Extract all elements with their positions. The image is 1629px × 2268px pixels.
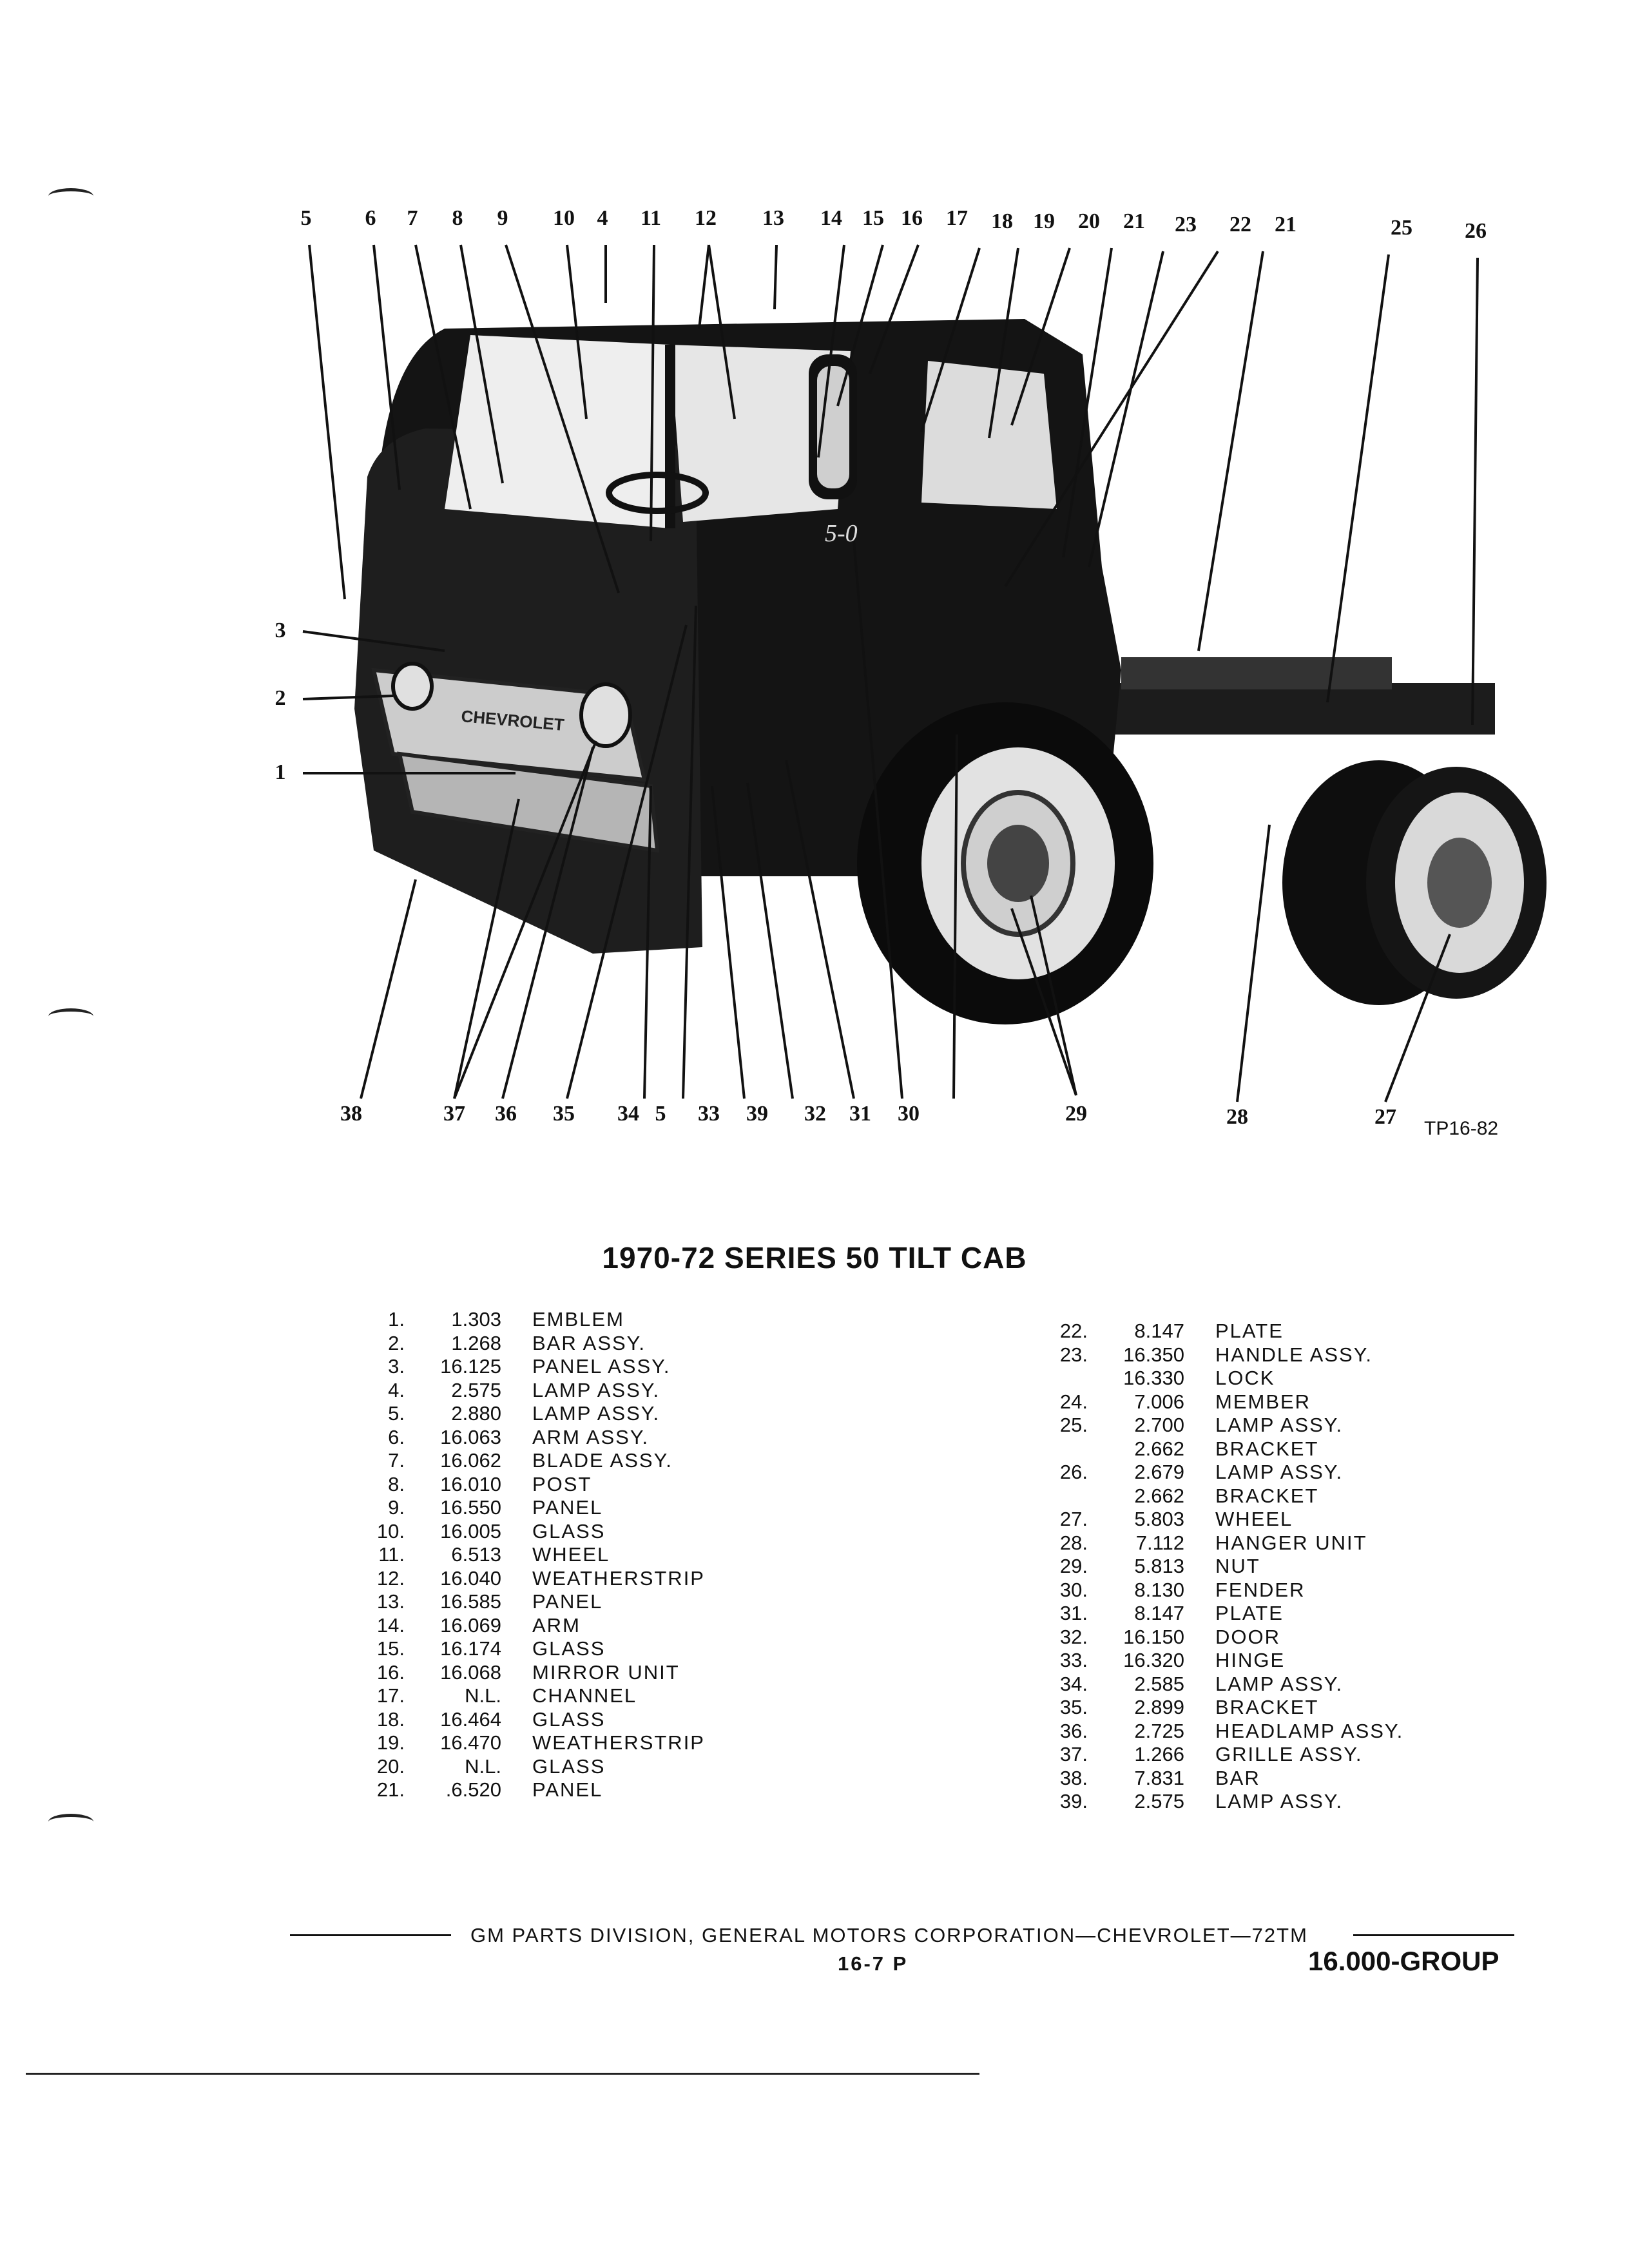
- part-name: BAR ASSY.: [532, 1331, 646, 1354]
- callout-label: 23: [1175, 213, 1197, 236]
- callout-label: 14: [820, 206, 842, 230]
- part-group-code: 16.150: [1123, 1625, 1184, 1648]
- parts-list-row: [1031, 1790, 1403, 1814]
- part-name: HANGER UNIT: [1215, 1531, 1367, 1554]
- part-group-code: 16.068: [440, 1660, 501, 1684]
- callout-label: 7: [407, 206, 418, 230]
- parts-list-row: [348, 1426, 705, 1450]
- parts-list-row: [348, 1637, 705, 1661]
- item-number: [1031, 1485, 1088, 1508]
- item-number: 37.: [1059, 1743, 1088, 1765]
- callout-label: 2: [275, 686, 286, 710]
- item-number: 11.: [378, 1543, 405, 1566]
- figure-code: TP16-82: [1424, 1118, 1499, 1139]
- part-name: CHANNEL: [532, 1684, 637, 1707]
- part-name: EMBLEM: [532, 1308, 624, 1331]
- callout-label: 13: [762, 206, 784, 230]
- part-name: HANDLE ASSY.: [1215, 1343, 1373, 1366]
- part-group-code: 2.880: [451, 1402, 501, 1425]
- parts-list-row: [348, 1308, 705, 1332]
- item-number: 35.: [1059, 1696, 1088, 1718]
- parts-list-row: [1031, 1579, 1403, 1602]
- item-number: 4.: [388, 1378, 405, 1401]
- part-name: BRACKET: [1215, 1696, 1319, 1718]
- part-group-code: 16.125: [440, 1355, 501, 1378]
- part-name: LAMP ASSY.: [1215, 1414, 1344, 1436]
- part-name: PANEL: [532, 1778, 603, 1801]
- callout-label: 6: [365, 206, 376, 230]
- parts-list-row: [348, 1755, 705, 1779]
- callout-label: 4: [597, 206, 608, 230]
- callout-label: 3: [275, 619, 286, 642]
- parts-list-row: [348, 1520, 705, 1544]
- callout-label: 9: [497, 206, 508, 230]
- parts-list-row: [1031, 1767, 1403, 1791]
- part-group-code: 2.899: [1134, 1696, 1184, 1718]
- item-number: 31.: [1059, 1602, 1088, 1624]
- callout-label: 15: [862, 206, 884, 230]
- callout-label: 21: [1275, 213, 1296, 236]
- truck-drawing: [284, 206, 1547, 1160]
- page-number: 16-7 P: [838, 1952, 909, 1975]
- parts-list-row: [348, 1543, 705, 1567]
- callout-label: 5: [300, 206, 312, 230]
- callout-label: 28: [1226, 1105, 1248, 1129]
- parts-list-row: [1031, 1461, 1403, 1485]
- callout-label: 26: [1465, 219, 1487, 243]
- item-number: 20.: [376, 1754, 405, 1778]
- parts-list-left: [348, 1308, 705, 1802]
- callout-label: 10: [553, 206, 575, 230]
- parts-list-row: [1031, 1602, 1403, 1626]
- callout-label: 17: [946, 206, 968, 230]
- parts-list-row: [1031, 1649, 1403, 1673]
- callout-label: 39: [746, 1102, 768, 1126]
- parts-list-row: [1031, 1414, 1403, 1437]
- part-group-code: 16.040: [440, 1566, 501, 1590]
- item-number: 12.: [376, 1566, 405, 1590]
- parts-list-row: [1031, 1367, 1403, 1390]
- parts-list-row: [1031, 1485, 1403, 1508]
- part-group-code: 7.112: [1135, 1531, 1184, 1554]
- callout-label: 18: [991, 209, 1013, 233]
- part-name: GLASS: [532, 1754, 606, 1778]
- item-number: 13.: [376, 1590, 405, 1613]
- part-name: NUT: [1215, 1555, 1260, 1577]
- item-number: 30.: [1059, 1578, 1088, 1601]
- callout-label: 37: [443, 1102, 465, 1126]
- part-group-code: 8.147: [1134, 1320, 1184, 1342]
- part-group-code: 6.513: [451, 1543, 501, 1566]
- part-group-code: 8.147: [1134, 1602, 1184, 1624]
- parts-list-row: [1031, 1626, 1403, 1649]
- item-number: 10.: [376, 1519, 405, 1542]
- item-number: 7.: [388, 1449, 405, 1472]
- item-number: 3.: [388, 1355, 405, 1378]
- item-number: 24.: [1059, 1390, 1088, 1413]
- part-group-code: 16.062: [440, 1449, 501, 1472]
- parts-list-row: [348, 1567, 705, 1591]
- parts-list-right: [1031, 1320, 1403, 1814]
- item-number: 17.: [376, 1684, 405, 1707]
- part-name: PANEL: [532, 1496, 603, 1519]
- part-name: GLASS: [532, 1707, 606, 1731]
- item-number: 16.: [376, 1660, 405, 1684]
- parts-list-row: [348, 1496, 705, 1520]
- punch-mark: [48, 1008, 93, 1024]
- callout-label: 30: [898, 1102, 920, 1126]
- grille-emblem-text: CHEVROLET: [460, 706, 565, 735]
- part-group-code: 1.303: [451, 1308, 501, 1331]
- part-name: WEATHERSTRIP: [532, 1566, 705, 1590]
- item-number: 32.: [1059, 1625, 1088, 1648]
- part-name: PANEL ASSY.: [532, 1355, 671, 1378]
- item-number: 5.: [388, 1402, 405, 1425]
- callout-label: 21: [1123, 209, 1145, 233]
- part-name: PLATE: [1215, 1320, 1284, 1342]
- item-number: 33.: [1059, 1649, 1088, 1671]
- item-number: [1031, 1367, 1088, 1390]
- item-number: 26.: [1059, 1461, 1088, 1483]
- part-name: WHEEL: [532, 1543, 610, 1566]
- parts-list-row: [348, 1473, 705, 1497]
- part-name: BAR: [1215, 1766, 1260, 1789]
- parts-list-row: [1031, 1673, 1403, 1696]
- parts-list-row: [348, 1402, 705, 1426]
- part-name: LOCK: [1215, 1367, 1275, 1389]
- part-group-code: 16.320: [1123, 1649, 1184, 1671]
- part-name: WEATHERSTRIP: [532, 1731, 705, 1754]
- part-group-code: .6.520: [445, 1778, 501, 1801]
- part-name: GRILLE ASSY.: [1215, 1743, 1363, 1765]
- punch-mark: [48, 188, 93, 204]
- callout-label: 34: [617, 1102, 639, 1126]
- item-number: 15.: [376, 1637, 405, 1660]
- part-group-code: 2.662: [1134, 1484, 1184, 1507]
- part-group-code: 16.350: [1123, 1343, 1184, 1366]
- item-number: 14.: [376, 1613, 405, 1637]
- parts-list-row: [1031, 1343, 1403, 1367]
- callout-label: 8: [452, 206, 463, 230]
- item-number: 1.: [388, 1308, 405, 1331]
- parts-list-row: [348, 1778, 705, 1802]
- footer-publisher: GM PARTS DIVISION, GENERAL MOTORS CORPORATION—CHEVROLET—72TM: [470, 1924, 1308, 1946]
- parts-list-row: [1031, 1696, 1403, 1720]
- parts-list-row: [348, 1379, 705, 1403]
- page-bottom-rule: [26, 2073, 979, 2075]
- item-number: 2.: [388, 1331, 405, 1354]
- item-number: 9.: [388, 1496, 405, 1519]
- part-group-code: 16.005: [440, 1519, 501, 1542]
- part-group-code: 5.813: [1134, 1555, 1184, 1577]
- page-title: 1970-72 SERIES 50 TILT CAB: [602, 1241, 1027, 1274]
- item-number: 39.: [1059, 1790, 1088, 1812]
- truck-illustration: [275, 206, 1547, 1160]
- part-group-code: 16.550: [440, 1496, 501, 1519]
- part-group-code: N.L.: [465, 1684, 501, 1707]
- part-name: FENDER: [1215, 1578, 1306, 1601]
- part-name: BLADE ASSY.: [532, 1449, 673, 1472]
- part-name: LAMP ASSY.: [532, 1402, 660, 1425]
- item-number: 25.: [1059, 1414, 1088, 1436]
- part-group-code: 16.464: [440, 1707, 501, 1731]
- parts-list-row: [1031, 1437, 1403, 1461]
- item-number: 34.: [1059, 1672, 1088, 1695]
- parts-list-row: [1031, 1390, 1403, 1414]
- series-badge-text: 5-0: [825, 520, 858, 547]
- part-name: BRACKET: [1215, 1437, 1319, 1460]
- callout-label: 19: [1033, 209, 1055, 233]
- parts-list-row: [1031, 1743, 1403, 1767]
- parts-list-row: [348, 1731, 705, 1755]
- part-name: GLASS: [532, 1637, 606, 1660]
- parts-list-row: [348, 1590, 705, 1614]
- parts-list-row: [1031, 1532, 1403, 1555]
- part-group-code: 16.585: [440, 1590, 501, 1613]
- part-name: MIRROR UNIT: [532, 1660, 680, 1684]
- footer-rule: [1353, 1934, 1514, 1936]
- callout-label: 12: [695, 206, 717, 230]
- punch-mark: [48, 1814, 93, 1830]
- callout-label: 32: [804, 1102, 826, 1126]
- callout-label: 33: [698, 1102, 720, 1126]
- part-name: WHEEL: [1215, 1508, 1293, 1530]
- item-number: [1031, 1437, 1088, 1461]
- callout-label: 16: [901, 206, 923, 230]
- part-group-code: 16.069: [440, 1613, 501, 1637]
- item-number: 18.: [376, 1707, 405, 1731]
- parts-list-row: [348, 1355, 705, 1379]
- callout-label: 22: [1229, 213, 1251, 236]
- item-number: 22.: [1059, 1320, 1088, 1342]
- part-name: PANEL: [532, 1590, 603, 1613]
- callout-label: 11: [640, 206, 662, 230]
- item-number: 28.: [1059, 1531, 1088, 1554]
- item-number: 36.: [1059, 1719, 1088, 1742]
- part-group-code: 2.700: [1134, 1414, 1184, 1436]
- item-number: 27.: [1059, 1508, 1088, 1530]
- part-name: ARM: [532, 1613, 581, 1637]
- part-group-code: 2.585: [1134, 1672, 1184, 1695]
- part-name: PLATE: [1215, 1602, 1284, 1624]
- part-name: LAMP ASSY.: [1215, 1461, 1344, 1483]
- part-group-code: 16.063: [440, 1425, 501, 1448]
- part-name: DOOR: [1215, 1625, 1280, 1648]
- item-number: 19.: [376, 1731, 405, 1754]
- part-group-code: 16.330: [1123, 1367, 1184, 1389]
- part-group-code: 16.470: [440, 1731, 501, 1754]
- part-group-code: 2.662: [1134, 1437, 1184, 1460]
- part-name: HINGE: [1215, 1649, 1286, 1671]
- part-name: BRACKET: [1215, 1484, 1319, 1507]
- item-number: 38.: [1059, 1766, 1088, 1789]
- part-name: GLASS: [532, 1519, 606, 1542]
- callout-label: 31: [849, 1102, 871, 1126]
- parts-list-row: [348, 1708, 705, 1732]
- callout-label: 5: [655, 1102, 666, 1126]
- callout-label: 20: [1078, 209, 1100, 233]
- callout-label: 35: [553, 1102, 575, 1126]
- item-number: 29.: [1059, 1555, 1088, 1577]
- parts-list-row: [1031, 1508, 1403, 1532]
- item-number: 23.: [1059, 1343, 1088, 1366]
- part-group-code: N.L.: [465, 1754, 501, 1778]
- callout-label: 29: [1065, 1102, 1087, 1126]
- part-name: ARM ASSY.: [532, 1425, 650, 1448]
- part-name: LAMP ASSY.: [532, 1378, 660, 1401]
- part-name: LAMP ASSY.: [1215, 1672, 1344, 1695]
- parts-list-row: [1031, 1320, 1403, 1343]
- callout-label: 27: [1374, 1105, 1396, 1129]
- part-group-code: 16.010: [440, 1472, 501, 1495]
- item-number: 21.: [376, 1778, 405, 1801]
- callout-label: 36: [495, 1102, 517, 1126]
- part-group-code: 1.266: [1134, 1743, 1184, 1765]
- part-group-code: 8.130: [1134, 1578, 1184, 1601]
- parts-list-row: [1031, 1555, 1403, 1579]
- parts-list-row: [348, 1332, 705, 1356]
- part-name: HEADLAMP ASSY.: [1215, 1719, 1404, 1742]
- part-group-code: 1.268: [451, 1331, 501, 1354]
- item-number: 8.: [388, 1472, 405, 1495]
- callout-label: 1: [275, 760, 286, 784]
- parts-list-row: [348, 1684, 705, 1708]
- footer-rule: [290, 1934, 451, 1936]
- part-name: LAMP ASSY.: [1215, 1790, 1344, 1812]
- part-group-code: 2.679: [1134, 1461, 1184, 1483]
- part-name: POST: [532, 1472, 592, 1495]
- part-group-code: 2.575: [451, 1378, 501, 1401]
- part-name: MEMBER: [1215, 1390, 1311, 1413]
- part-group-code: 7.831: [1134, 1766, 1184, 1789]
- parts-list-row: [1031, 1720, 1403, 1744]
- group-number: 16.000-GROUP: [1308, 1946, 1499, 1976]
- item-number: 6.: [388, 1425, 405, 1448]
- part-group-code: 2.575: [1134, 1790, 1184, 1812]
- part-group-code: 2.725: [1134, 1719, 1184, 1742]
- part-group-code: 7.006: [1134, 1390, 1184, 1413]
- parts-list-row: [348, 1661, 705, 1685]
- parts-list-row: [348, 1614, 705, 1638]
- parts-list-row: [348, 1449, 705, 1473]
- part-group-code: 16.174: [440, 1637, 501, 1660]
- part-group-code: 5.803: [1134, 1508, 1184, 1530]
- callout-label: 38: [340, 1102, 362, 1126]
- callout-label: 25: [1391, 216, 1412, 240]
